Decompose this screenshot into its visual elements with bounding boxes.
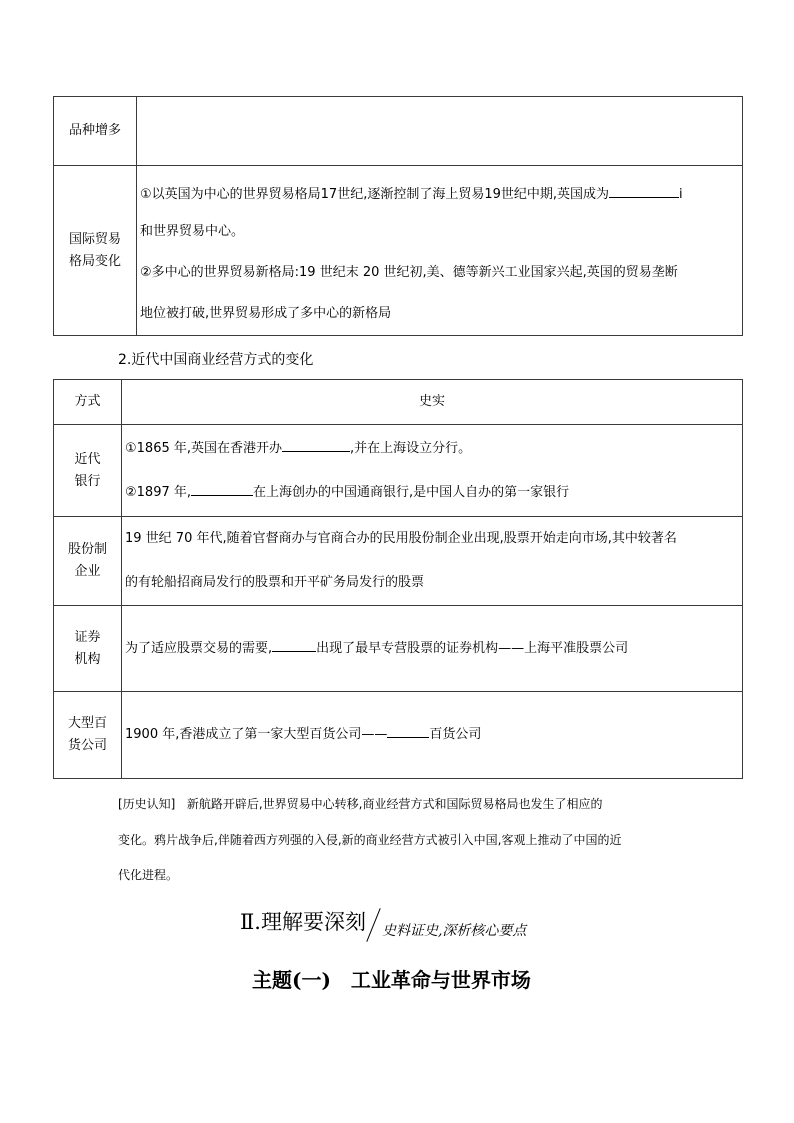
securities-label-a: 证券 <box>74 629 101 645</box>
trade-line-1-tail: i <box>679 186 683 202</box>
bank-line-2a: ②1897 年, <box>125 484 192 500</box>
section-heading-main: Ⅱ.理解要深刻 <box>240 910 366 934</box>
trade-line-2: 和世界贸易中心。 <box>140 223 245 239</box>
bank-line-1a: ①1865 年,英国在香港开办 <box>125 440 283 456</box>
fill-blank[interactable] <box>272 637 316 652</box>
fill-blank[interactable] <box>191 481 253 496</box>
header-method: 方式 <box>54 380 122 425</box>
variety-label: 品种增多 <box>54 97 137 166</box>
joint-stock-content <box>122 517 743 606</box>
modern-bank-label-b: 银行 <box>74 473 101 489</box>
securities-label-b: 机构 <box>74 651 101 667</box>
business-methods-table <box>53 379 743 779</box>
store-line-1b: 百货公司 <box>429 727 482 742</box>
trade-line-3: ②多中心的世界贸易新格局:19 世纪末 20 世纪初,美、德等新兴工业国家兴起,英国的贸易垄断 <box>140 264 678 280</box>
bank-line-1 <box>125 427 742 471</box>
securities-label <box>54 606 122 692</box>
securities-line-1 <box>125 627 742 671</box>
fill-blank[interactable] <box>609 183 679 198</box>
modern-bank-label <box>54 425 122 517</box>
fill-blank[interactable] <box>387 723 429 738</box>
section-heading <box>240 906 526 942</box>
bank-line-2b: 在上海创办的中国通商银行,是中国人自办的第一家银行 <box>253 484 570 500</box>
department-store-label-b: 货公司 <box>67 738 107 753</box>
store-line-1a: 1900 年,香港成立了第一家大型百货公司—— <box>125 727 388 742</box>
history-note-tag: [历史认知] <box>118 797 176 811</box>
joint-stock-label-a: 股份制 <box>67 542 107 557</box>
trade-pattern-label-a: 国际贸易 <box>68 231 121 247</box>
trade-line-1-text: ①以英国为中心的世界贸易格局17世纪,逐渐控制了海上贸易19世纪中期,英国成为 <box>140 186 610 202</box>
header-facts: 史实 <box>122 380 743 425</box>
trade-pattern-table <box>53 96 743 336</box>
securities-line-1b: 出现了最早专营股票的证券机构——上海平准股票公司 <box>316 640 629 656</box>
trade-pattern-label-b: 格局变化 <box>68 253 121 269</box>
trade-pattern-label <box>54 166 137 336</box>
trade-line-1 <box>140 173 742 217</box>
store-line-1 <box>125 713 742 757</box>
section-subtitle: 2.近代中国商业经营方式的变化 <box>118 352 314 368</box>
history-note-line-3: 代化进程。 <box>118 868 179 882</box>
history-note-line-2: 变化。鸦片战争后,伴随着西方列强的入侵,新的商业经营方式被引入中国,客观上推动了中国的近 <box>118 833 622 847</box>
section-heading-sub: 史料证史,深析核心要点 <box>381 923 527 939</box>
department-store-content <box>122 692 743 779</box>
bank-line-2 <box>125 471 742 515</box>
bank-line-1b: ,并在上海设立分行。 <box>350 440 472 456</box>
department-store-label <box>54 692 122 779</box>
trade-pattern-content <box>137 166 743 336</box>
trade-line-4: 地位被打破,世界贸易形成了多中心的新格局 <box>140 305 392 321</box>
variety-content <box>137 97 743 166</box>
stock-line-2: 的有轮船招商局发行的股票和开平矿务局发行的股票 <box>125 575 425 590</box>
modern-bank-label-a: 近代 <box>74 451 101 467</box>
department-store-label-a: 大型百 <box>67 716 107 731</box>
theme-title: 主题(一) 工业革命与世界市场 <box>252 968 531 992</box>
securities-line-1a: 为了适应股票交易的需要, <box>125 640 273 656</box>
history-note-line-1 <box>118 786 688 822</box>
stock-line-1: 19 世纪 70 年代,随着官督商办与官商合办的民用股份制企业出现,股票开始走向市场,其中较著名 <box>125 531 677 546</box>
modern-bank-content <box>122 425 743 517</box>
joint-stock-label-b: 企业 <box>74 564 101 579</box>
fill-blank[interactable] <box>282 437 350 452</box>
joint-stock-label <box>54 517 122 606</box>
securities-content <box>122 606 743 692</box>
slash-divider <box>366 909 382 941</box>
history-note-line-1-text: 新航路开辟后,世界贸易中心转移,商业经营方式和国际贸易格局也发生了相应的 <box>186 797 603 811</box>
